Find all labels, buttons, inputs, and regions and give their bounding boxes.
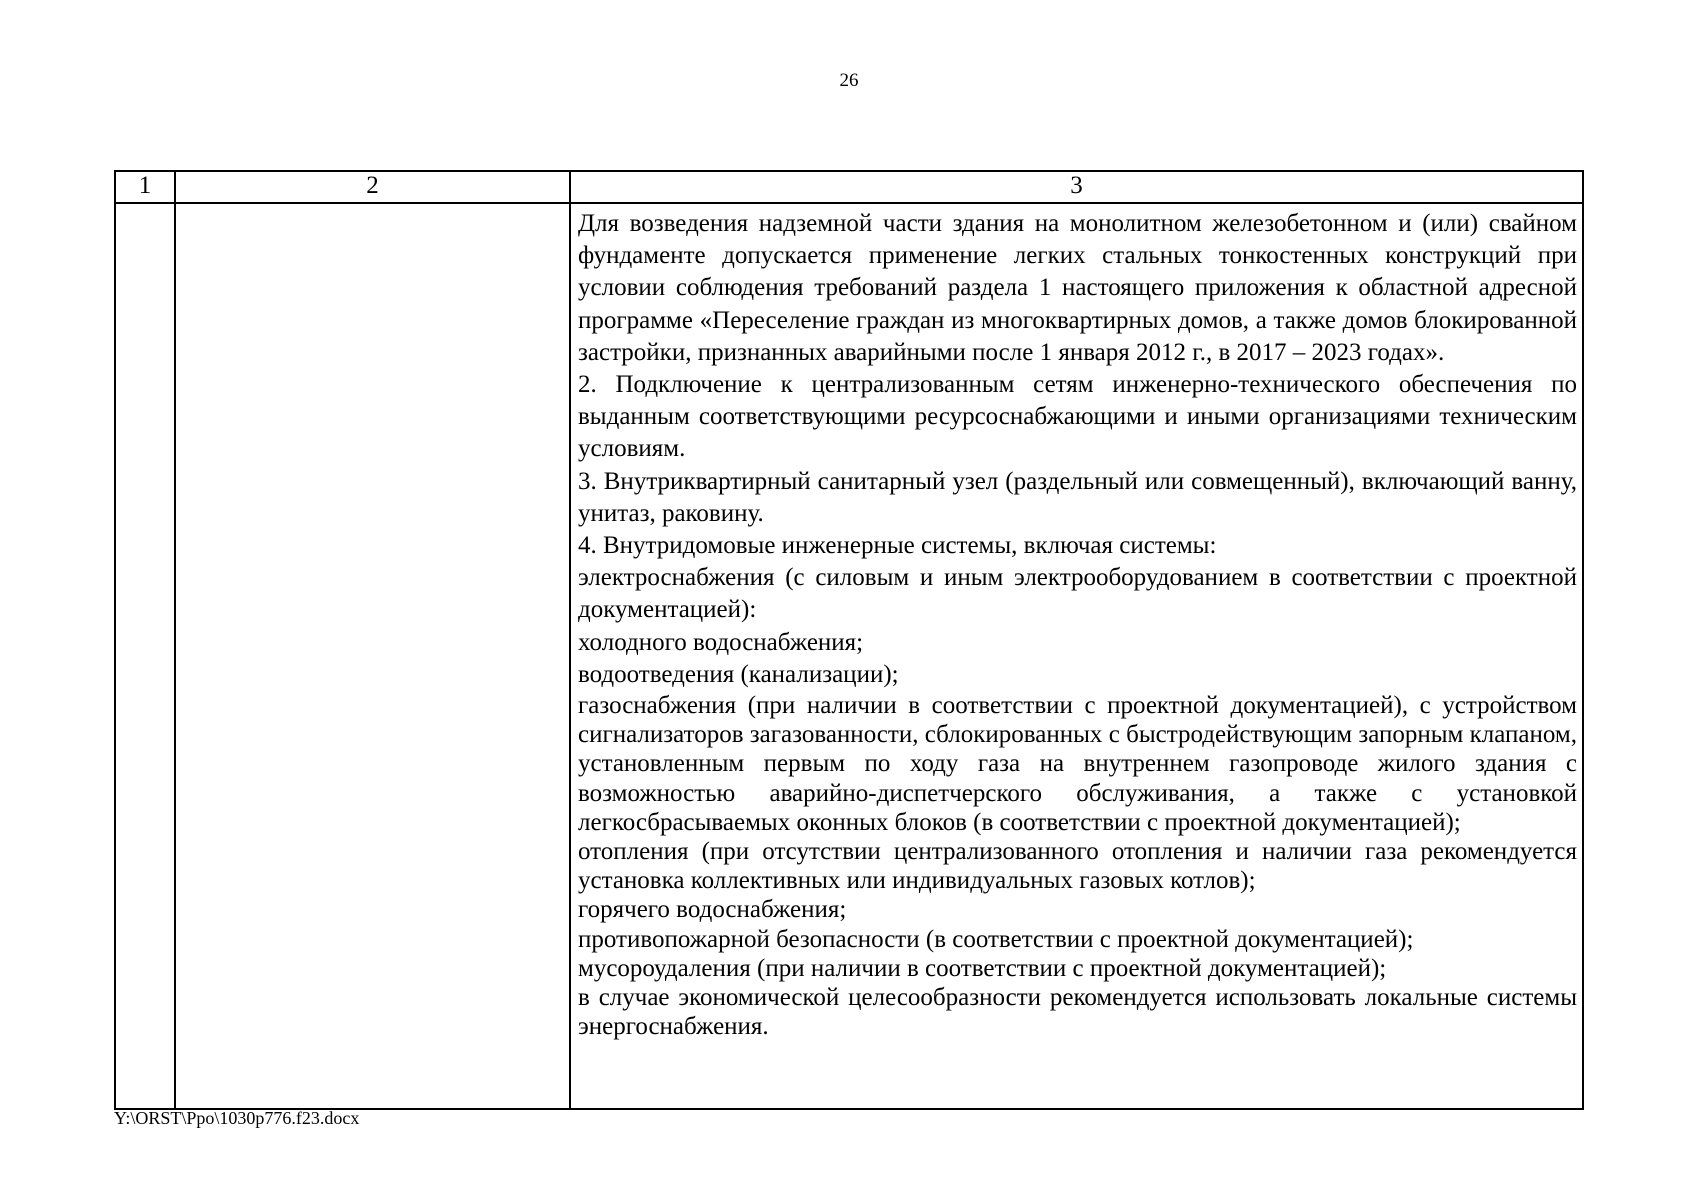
column-header-1: 1: [115, 171, 175, 203]
table-cell-col2: [175, 203, 570, 1109]
paragraph-waste-removal: мусороудаления (при наличии в соответствии с проектной документацией);: [578, 954, 1387, 982]
paragraph-item-3: 3. Внутриквартирный санитарный узел (раздельный или совмещенный), включающий ванну, унитаз, раковину.: [578, 467, 1577, 527]
column-header-2: 2: [175, 171, 570, 203]
paragraph-hot-water: горячего водоснабжения;: [578, 896, 847, 924]
table-cell-col1: [115, 203, 175, 1109]
page-number: 26: [839, 70, 859, 91]
paragraph-cold-water: холодного водоснабжения;: [578, 628, 864, 656]
paragraph-heating: отопления (при отсутствии централизованного отопления и наличии газа рекомендуется установка коллективных или индивидуальных газовых котлов);: [578, 838, 1577, 895]
paragraph-sewerage: водоотведения (канализации);: [578, 660, 899, 688]
paragraph-electricity: электроснабжения (с силовым и иным электрооборудованием в соответствии с проектной документацией):: [578, 564, 1577, 624]
document-table: [114, 170, 1584, 1110]
column-header-3: 3: [570, 171, 1583, 203]
paragraph-fire-safety: противопожарной безопасности (в соответствии с проектной документацией);: [578, 925, 1414, 953]
table-row: [115, 203, 1583, 1109]
table-cell-col3: [570, 203, 1583, 1109]
paragraph-gas-supply: газоснабжения (при наличии в соответствии с проектной документацией), с устройством сигнализаторов загазованности, сблокированных с быстродействующим запорным клапаном, установленным первым по ходу газа на внутреннем газопроводе жилого здания с возможностью аварийно-диспетчерского обслуживания, а также с установкой легкосбрасываемых оконных блоков (в соответствии с проектной документацией);: [578, 692, 1577, 836]
footer-file-path: Y:\ORST\Ppo\1030p776.f23.docx: [114, 1108, 360, 1128]
table-header-row: [115, 171, 1583, 203]
paragraph-energy-supply: в случае экономической целесообразности рекомендуется использовать локальные системы энергоснабжения.: [578, 984, 1577, 1041]
paragraph-item-2: 2. Подключение к централизованным сетям инженерно-технического обеспечения по выданным соответствующими ресурсоснабжающими и иными организациями техническим условиям.: [578, 371, 1577, 463]
paragraph-construction-requirements: Для возведения надземной части здания на монолитном железобетонном и (или) свайном фундаменте допускается применение легких стальных тонкостенных конструкций при условии соблюдения требований раздела 1 настоящего приложения к областной адресной программе «Переселение граждан из многоквартирных домов, а также домов блокированной застройки, признанных аварийными после 1 января 2012 г., в 2017 – 2023 годах».: [578, 210, 1577, 366]
paragraph-item-4: 4. Внутридомовые инженерные системы, включая системы:: [578, 532, 1217, 560]
